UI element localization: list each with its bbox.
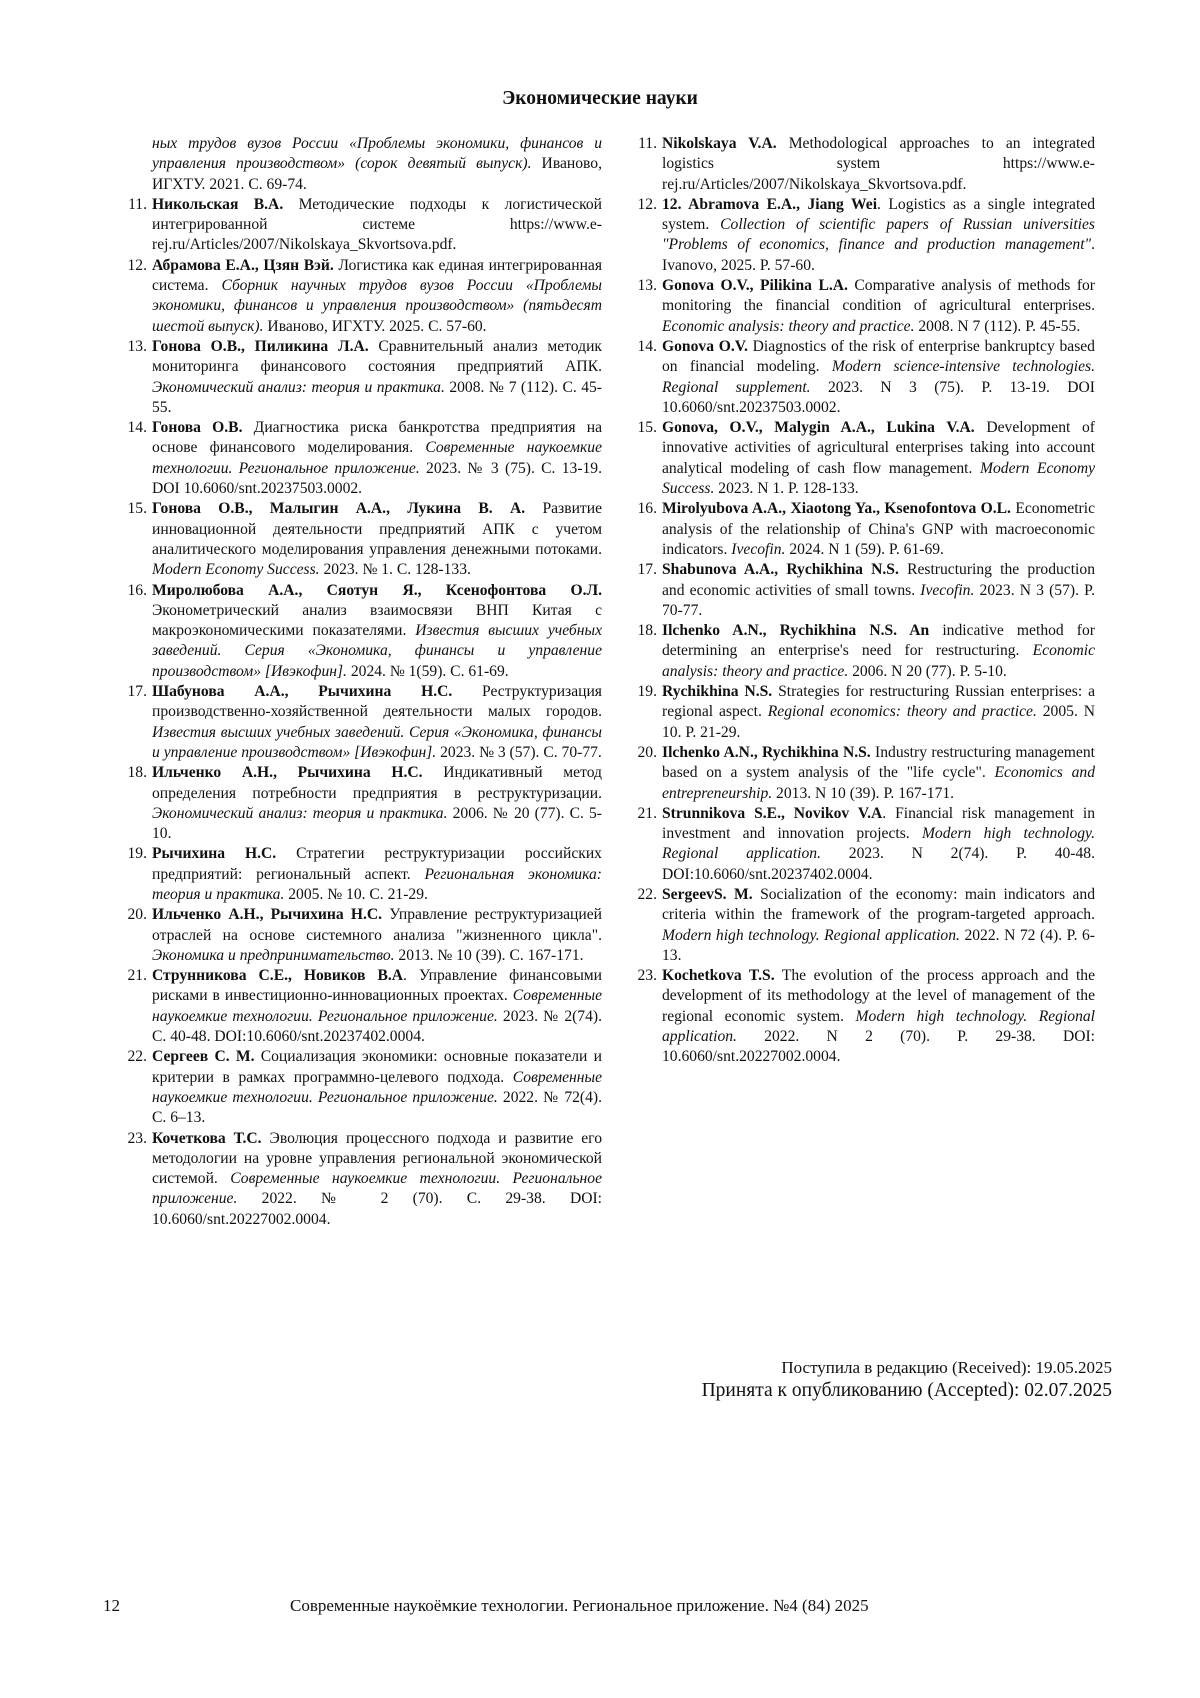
reference-title: Диагностика риска банкротства предприятия на основе финансового моделирования. xyxy=(152,419,602,457)
reference-item xyxy=(625,134,1095,195)
reference-source: Modern Economy Success. xyxy=(152,561,320,579)
reference-authors: Миролюбова А.А., Сяотун Я., Ксенофонтова О.Л. xyxy=(152,581,602,599)
reference-item xyxy=(625,885,1095,966)
reference-item xyxy=(115,418,602,499)
reference-authors: Ilchenko A.N., Rychikhina N.S. xyxy=(662,743,871,761)
reference-source: Сборник научных трудов вузов России «Проблемы экономики, финансов и управления производством» (пятьдесят шестой выпуск). xyxy=(152,277,602,335)
reference-source: Modern Economy Success. xyxy=(662,459,1095,498)
reference-details: 2006. № 20 (77). С. 5-10. xyxy=(152,804,602,843)
reference-source: Ivecofin. xyxy=(731,540,786,558)
reference-authors: Шабунова А.А., Рычихина Н.С. xyxy=(152,683,453,701)
reference-details: 2013. № 10 (39). С. 167-171. xyxy=(394,946,584,964)
reference-title: . Financial risk management in investment and innovation projects. xyxy=(662,804,1095,843)
page-number: 12 xyxy=(103,1596,120,1615)
reference-number: 20. xyxy=(637,743,657,761)
reference-details: 2023. № 3 (75). С. 13-19. DOI 10.6060/snt.20237503.0002. xyxy=(152,459,602,498)
reference-source: Современные наукоемкие технологии. Региональное приложение. xyxy=(152,1068,602,1106)
reference-number: 23. xyxy=(637,967,657,985)
reference-number: 19. xyxy=(127,845,147,863)
reference-title: The evolution of the process approach and the development of its methodology at the level of management of the regional economic system. xyxy=(662,967,1096,1025)
reference-source: Collection of scientific papers of Russian universities "Problems of economics, finance and production management" xyxy=(662,216,1095,254)
reference-details: 2023. № 1. С. 128-133. xyxy=(319,561,471,579)
reference-number: 17. xyxy=(637,561,657,579)
reference-source: Modern science-intensive technologies. Regional supplement. xyxy=(662,358,1095,396)
reference-number: 15. xyxy=(637,419,657,437)
reference-source: Современные наукоемкие технологии. Региональное приложение. xyxy=(152,439,603,477)
reference-source: Economic analysis: theory and practice. xyxy=(662,317,915,335)
reference-details: 2023. № 3 (57). С. 70-77. xyxy=(436,743,602,761)
reference-authors: Strunnikova S.E., Novikov V.A xyxy=(662,804,883,822)
reference-item xyxy=(625,418,1095,499)
reference-title: indicative method for determining an enterprise's need for restructuring. xyxy=(662,622,1095,660)
reference-item xyxy=(115,337,602,418)
reference-details: 2022. N 2 (70). P. 29-38. DOI: 10.6060/snt.20227002.0004. xyxy=(662,1028,1095,1066)
reference-source: Regional economics: theory and practice. xyxy=(767,703,1037,721)
reference-authors: Ильченко А.Н., Рычихина Н.С. xyxy=(152,764,423,782)
reference-authors: Струнникова С.Е., Новиков В.А xyxy=(152,967,404,985)
reference-item xyxy=(115,195,602,256)
reference-authors: Gonova, O.V., Malygin A.A., Lukina V.A. xyxy=(662,419,975,437)
continuation-source: ных трудов вузов России «Проблемы экономики, финансов и управления производством» (сорок девятый выпуск). xyxy=(152,135,602,173)
reference-authors: Gonova O.V., Pilikina L.A. xyxy=(662,277,848,295)
reference-details: 2022. № 72(4). С. 6–13. xyxy=(152,1088,602,1127)
reference-source: Известия высших учебных заведений. Серия «Экономика, финансы и управление производством» [Ивэкофин]. xyxy=(152,622,602,680)
reference-details: 2013. N 10 (39). P. 167-171. xyxy=(772,784,955,802)
reference-source: Региональная экономика: теория и практика. xyxy=(152,865,603,903)
reference-source: Известия высших учебных заведений. Серия «Экономика, финансы и управление производством» [Ивэкофин]. xyxy=(152,723,602,761)
reference-number: 13. xyxy=(637,277,657,295)
reference-title: Управление реструктуризацией отраслей на основе системного анализа "жизненного цикла". xyxy=(152,906,602,944)
reference-number: 22. xyxy=(637,885,657,903)
reference-number: 14. xyxy=(127,419,147,437)
reference-title: Сравнительный анализ методик мониторинга финансового состояния предприятий АПК. xyxy=(152,337,602,376)
reference-source: Современные наукоемкие технологии. Региональное приложение. xyxy=(152,987,602,1025)
right-reference-list xyxy=(625,134,1095,1068)
reference-title: . Logistics as a single integrated system. xyxy=(662,195,1095,234)
reference-details: 2024. № 1(59). С. 61-69. xyxy=(346,662,509,680)
reference-item xyxy=(115,905,602,966)
reference-title: Социализация экономики: основные показатели и критерии в рамках программно-целевого подхода. xyxy=(152,1048,602,1086)
reference-title: Эконометрический анализ взаимосвязи ВНП Китая с макроэкономическими показателями. xyxy=(152,601,602,640)
reference-number: 11. xyxy=(128,195,147,213)
reference-number: 18. xyxy=(637,622,657,640)
reference-details: 2023. N 3 (57). P. 70-77. xyxy=(662,581,1095,619)
reference-number: 17. xyxy=(127,683,147,701)
reference-number: 19. xyxy=(637,683,657,701)
reference-title: Methodological approaches to an integrated logistics system https://www.e-rej.ru/Articles/2007/Nikolskaya_Skvortsova.pdf. xyxy=(662,135,1096,193)
reference-item xyxy=(625,621,1095,682)
left-column xyxy=(115,134,602,1230)
reference-source: Экономический анализ: теория и практика. xyxy=(152,378,445,396)
reference-item xyxy=(115,581,602,682)
received-date: Поступила в редакцию (Received): 19.05.2025 xyxy=(781,1358,1112,1377)
reference-authors: Абрамова Е.А., Цзян Вэй. xyxy=(152,256,334,274)
reference-authors: Rychikhina N.S. xyxy=(662,683,773,701)
reference-number: 20. xyxy=(127,906,147,924)
reference-source: Экономика и предпринимательство. xyxy=(152,946,395,964)
reference-item xyxy=(625,682,1095,743)
reference-number: 16. xyxy=(637,500,657,518)
reference-details: 2008. № 7 (112). С. 45-55. xyxy=(152,378,602,416)
reference-source: Экономический анализ: теория и практика. xyxy=(152,804,448,822)
reference-number: 22. xyxy=(127,1048,147,1066)
reference-number: 11. xyxy=(638,135,657,152)
reference-source: Ivecofin. xyxy=(920,581,975,599)
reference-item xyxy=(625,743,1095,804)
reference-item xyxy=(625,276,1095,337)
reference-source: Modern high technology. Regional application. xyxy=(662,926,960,944)
reference-item xyxy=(625,560,1095,621)
reference-item xyxy=(115,682,602,763)
reference-authors: Гонова О.В. xyxy=(152,419,243,437)
left-reference-list xyxy=(115,195,602,1230)
reference-number: 12. xyxy=(637,195,657,213)
reference-details: 2022. N 72 (4). P. 6-13. xyxy=(662,926,1095,964)
reference-authors: Shabunova A.A., Rychikhina N.S. xyxy=(662,561,899,579)
reference-authors: Кочеткова Т.С. xyxy=(152,1129,262,1147)
reference-number: 23. xyxy=(127,1129,147,1147)
reference-authors: Mirolyubova A.A., Xiaotong Ya., Ksenofontova O.L. xyxy=(662,500,1011,518)
reference-details: 2023. N 3 (75). P. 13-19. DOI 10.6060/snt.20237503.0002. xyxy=(662,378,1095,416)
reference-number: 15. xyxy=(127,500,147,518)
reference-item xyxy=(115,1047,602,1128)
reference-continuation xyxy=(115,134,602,195)
reference-title: Стратегии реструктуризации российских предприятий: региональный аспект. xyxy=(152,845,602,883)
journal-footer: Современные наукоёмкие технологии. Региональное приложение. №4 (84) 2025 xyxy=(290,1596,869,1615)
reference-number: 18. xyxy=(127,764,147,782)
reference-authors: Nikolskaya V.A. xyxy=(662,135,777,152)
reference-title: Логистика как единая интегрированная система. xyxy=(152,256,603,295)
accepted-date: Принята к опубликованию (Accepted): 02.07.2025 xyxy=(701,1380,1112,1401)
reference-number: 21. xyxy=(637,804,657,822)
reference-number: 16. xyxy=(127,581,147,599)
right-column xyxy=(625,134,1095,1068)
reference-title: Econometric analysis of the relationship of China's GNP with macroeconomic indicators. xyxy=(662,500,1095,558)
reference-details: 2005. N 10. P. 21-29. xyxy=(662,703,1095,741)
reference-authors: Ilchenko A.N., Rychikhina N.S. An xyxy=(662,622,930,640)
reference-title: Development of innovative activities of agricultural enterprises taking into account analytical modeling of cash flow management. xyxy=(662,419,1095,477)
reference-title: Socialization of the economy: main indicators and criteria within the framework of the program-targeted approach. xyxy=(662,885,1095,924)
reference-details: 2023. N 2(74). P. 40-48. DOI:10.6060/snt.20237402.0004. xyxy=(662,845,1095,883)
reference-title: Comparative analysis of methods for monitoring the financial condition of agricultural enterprises. xyxy=(662,277,1095,315)
reference-source: Economics and entrepreneurship. xyxy=(662,764,1095,802)
reference-source: Modern high technology. Regional application. xyxy=(662,825,1095,863)
reference-title: . Управление финансовыми рисками в инвестиционно-инновационных проектах. xyxy=(152,967,603,1005)
reference-title: Реструктуризация производственно-хозяйственной деятельности малых городов. xyxy=(152,683,602,721)
reference-title: Restructuring the production and economic activities of small towns. xyxy=(662,561,1095,599)
reference-source: Современные наукоемкие технологии. Региональное приложение. xyxy=(152,1170,602,1208)
reference-details: 2024. N 1 (59). P. 61-69. xyxy=(785,540,944,558)
reference-details: 2023. № 2(74). С. 40-48. DOI:10.6060/snt.20237402.0004. xyxy=(152,1007,602,1046)
reference-item xyxy=(625,499,1095,560)
reference-authors: Gonova O.V. xyxy=(662,337,748,355)
reference-authors: Никольская В.А. xyxy=(152,195,284,213)
reference-details: 2023. N 1. P. 128-133. xyxy=(714,480,859,498)
reference-details: 2022. № 2 (70). С. 29-38. DOI: 10.6060/snt.20227002.0004. xyxy=(152,1190,602,1228)
reference-details: Иваново, ИГХТУ. 2025. С. 57-60. xyxy=(263,317,487,335)
continuation-tail: Иваново, ИГХТУ. 2021. С. 69-74. xyxy=(152,155,602,193)
reference-details: 2005. № 10. С. 21-29. xyxy=(284,885,428,903)
reference-authors: Рычихина Н.С. xyxy=(152,845,277,863)
reference-title: Индикативный метод определения потребности предприятия в реструктуризации. xyxy=(152,764,602,802)
reference-item xyxy=(115,499,602,580)
reference-source: Modern high technology. Regional application. xyxy=(662,1007,1095,1046)
section-title: Экономические науки xyxy=(502,88,698,109)
reference-details: . Ivanovo, 2025. P. 57-60. xyxy=(662,236,1095,274)
reference-authors: Гонова О.В., Малыгин А.А., Лукина В. А. xyxy=(152,500,526,518)
reference-item xyxy=(625,966,1095,1067)
reference-item xyxy=(115,763,602,844)
reference-authors: 12. Abramova E.A., Jiang Wei xyxy=(662,195,878,213)
reference-item xyxy=(115,844,602,905)
reference-item xyxy=(625,195,1095,276)
reference-title: Strategies for restructuring Russian enterprises: a regional aspect. xyxy=(662,683,1095,721)
reference-title: Industry restructuring management based on a system analysis of the "life cycle". xyxy=(662,743,1095,782)
reference-authors: SergeevS. M. xyxy=(662,885,753,903)
reference-item xyxy=(115,966,602,1047)
reference-title: Diagnostics of the risk of enterprise bankruptcy based on financial modeling. xyxy=(662,337,1095,376)
reference-item xyxy=(625,804,1095,885)
reference-authors: Kochetkova T.S. xyxy=(662,967,775,985)
reference-authors: Сергеев С. М. xyxy=(152,1048,255,1066)
reference-item xyxy=(115,256,602,337)
reference-item xyxy=(625,337,1095,418)
reference-number: 14. xyxy=(637,337,657,355)
reference-number: 21. xyxy=(127,967,147,985)
reference-details: 2006. N 20 (77). P. 5-10. xyxy=(848,662,1007,680)
reference-title: Развитие инновационной деятельности предприятий АПК с учетом аналитического моделирования управления денежными потоками. xyxy=(152,500,602,558)
reference-number: 12. xyxy=(127,256,147,274)
reference-authors: Ильченко А.Н., Рычихина Н.С. xyxy=(152,906,383,924)
reference-number: 13. xyxy=(127,337,147,355)
reference-title: Эволюция процессного подхода и развитие его методологии на уровне управления региональной экономической системой. xyxy=(152,1129,602,1188)
reference-item xyxy=(115,1129,602,1230)
reference-authors: Гонова О.В., Пиликина Л.А. xyxy=(152,337,369,355)
reference-details: 2008. N 7 (112). P. 45-55. xyxy=(914,317,1081,335)
reference-title: Методические подходы к логистической интегрированной системе https://www.e-rej.ru/Articles/2007/Nikolskaya_Skvortsova.pdf. xyxy=(152,195,602,254)
reference-source: Economic analysis: theory and practice. xyxy=(662,642,1095,680)
